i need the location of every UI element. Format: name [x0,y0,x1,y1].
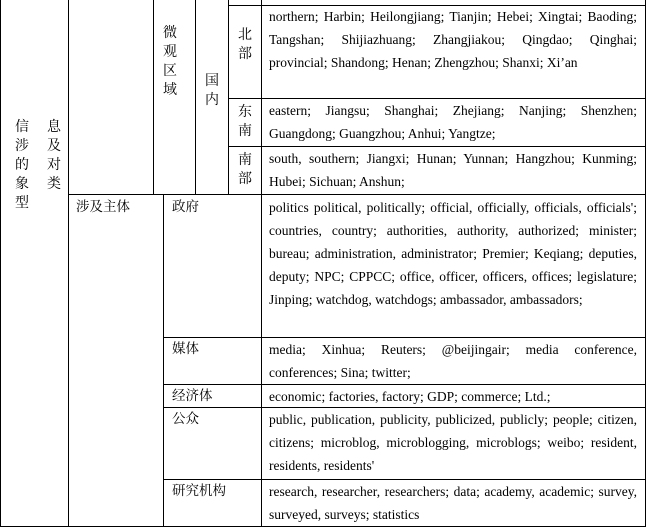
research-label: 研究机构 [172,483,226,499]
rule-left [0,0,1,527]
col2-label: 息及对类 [47,119,61,192]
rule-col1-col2 [68,0,69,527]
rule-col2-col3 [153,0,154,195]
subject-label: 涉及主体 [76,199,130,215]
region-label: 微观区域 [163,25,177,98]
public-label: 公众 [172,411,199,427]
rule-bottom [0,526,645,527]
rule-south-gov [68,194,645,195]
research-keywords: research, researcher, researchers; data; academy, academic; survey, surveyed, surveys; statistics [269,484,637,522]
south-label: 南部 [238,152,252,187]
south-keywords: south, southern; Jiangxi; Hunan; Yunnan; Hangzhou; Kunming; Hubei; Sichuan; Anshun; [269,151,637,189]
media-keywords: media; Xinhua; Reuters; @beijingair; media conference, conferences; Sina; twitter; [269,342,637,380]
east-keywords: eastern; Jiangsu; Shanghai; Zhejiang; Nanjing; Shenzhen; Guangdong; Guangzhou; Anhui; Yangtze; [269,103,637,141]
rule-region-right [195,0,196,195]
gov-label: 政府 [172,199,199,215]
econ-label: 经济体 [172,388,213,404]
rule-subject-right [163,194,164,527]
rule-label-content [261,0,262,527]
north-label: 北部 [238,27,252,62]
col1-label: 信涉的象型 [15,119,29,211]
north-keywords: northern; Harbin; Heilongjiang; Tianjin; Hebei; Xingtai; Baoding; Tangshan; Shijiazhuang; Zhangjiakou; Qingdao; Qinghai; provincial; Shandong; Henan; Zhengzhou; Shanxi; Xi’an [269,9,637,70]
domestic-label: 国内 [205,73,219,108]
rule-domestic-right [228,0,229,195]
east-label: 东南 [238,104,252,139]
rule-right [645,0,646,527]
econ-keywords: economic; factories, factory; GDP; commerce; Ltd.; [269,389,551,404]
gov-keywords: politics political, politically; official, officially, officials, officials'; countries, country; authorities, authority, authorized; minister; bureau; administration, administrator; Premier; Keqiang; deputies, deputy; NPC; CPPCC; office, officer, officers, offices; legislature; Jinping; watchdog, watchdogs; ambassador, ambassadors; [269,200,637,307]
public-keywords: public, publication, publicity, publicized, publicly; people; citizen, citizens; microblog, microblogging, microblogs; weibo; resident, residents, residents' [269,412,637,473]
media-label: 媒体 [172,341,199,357]
